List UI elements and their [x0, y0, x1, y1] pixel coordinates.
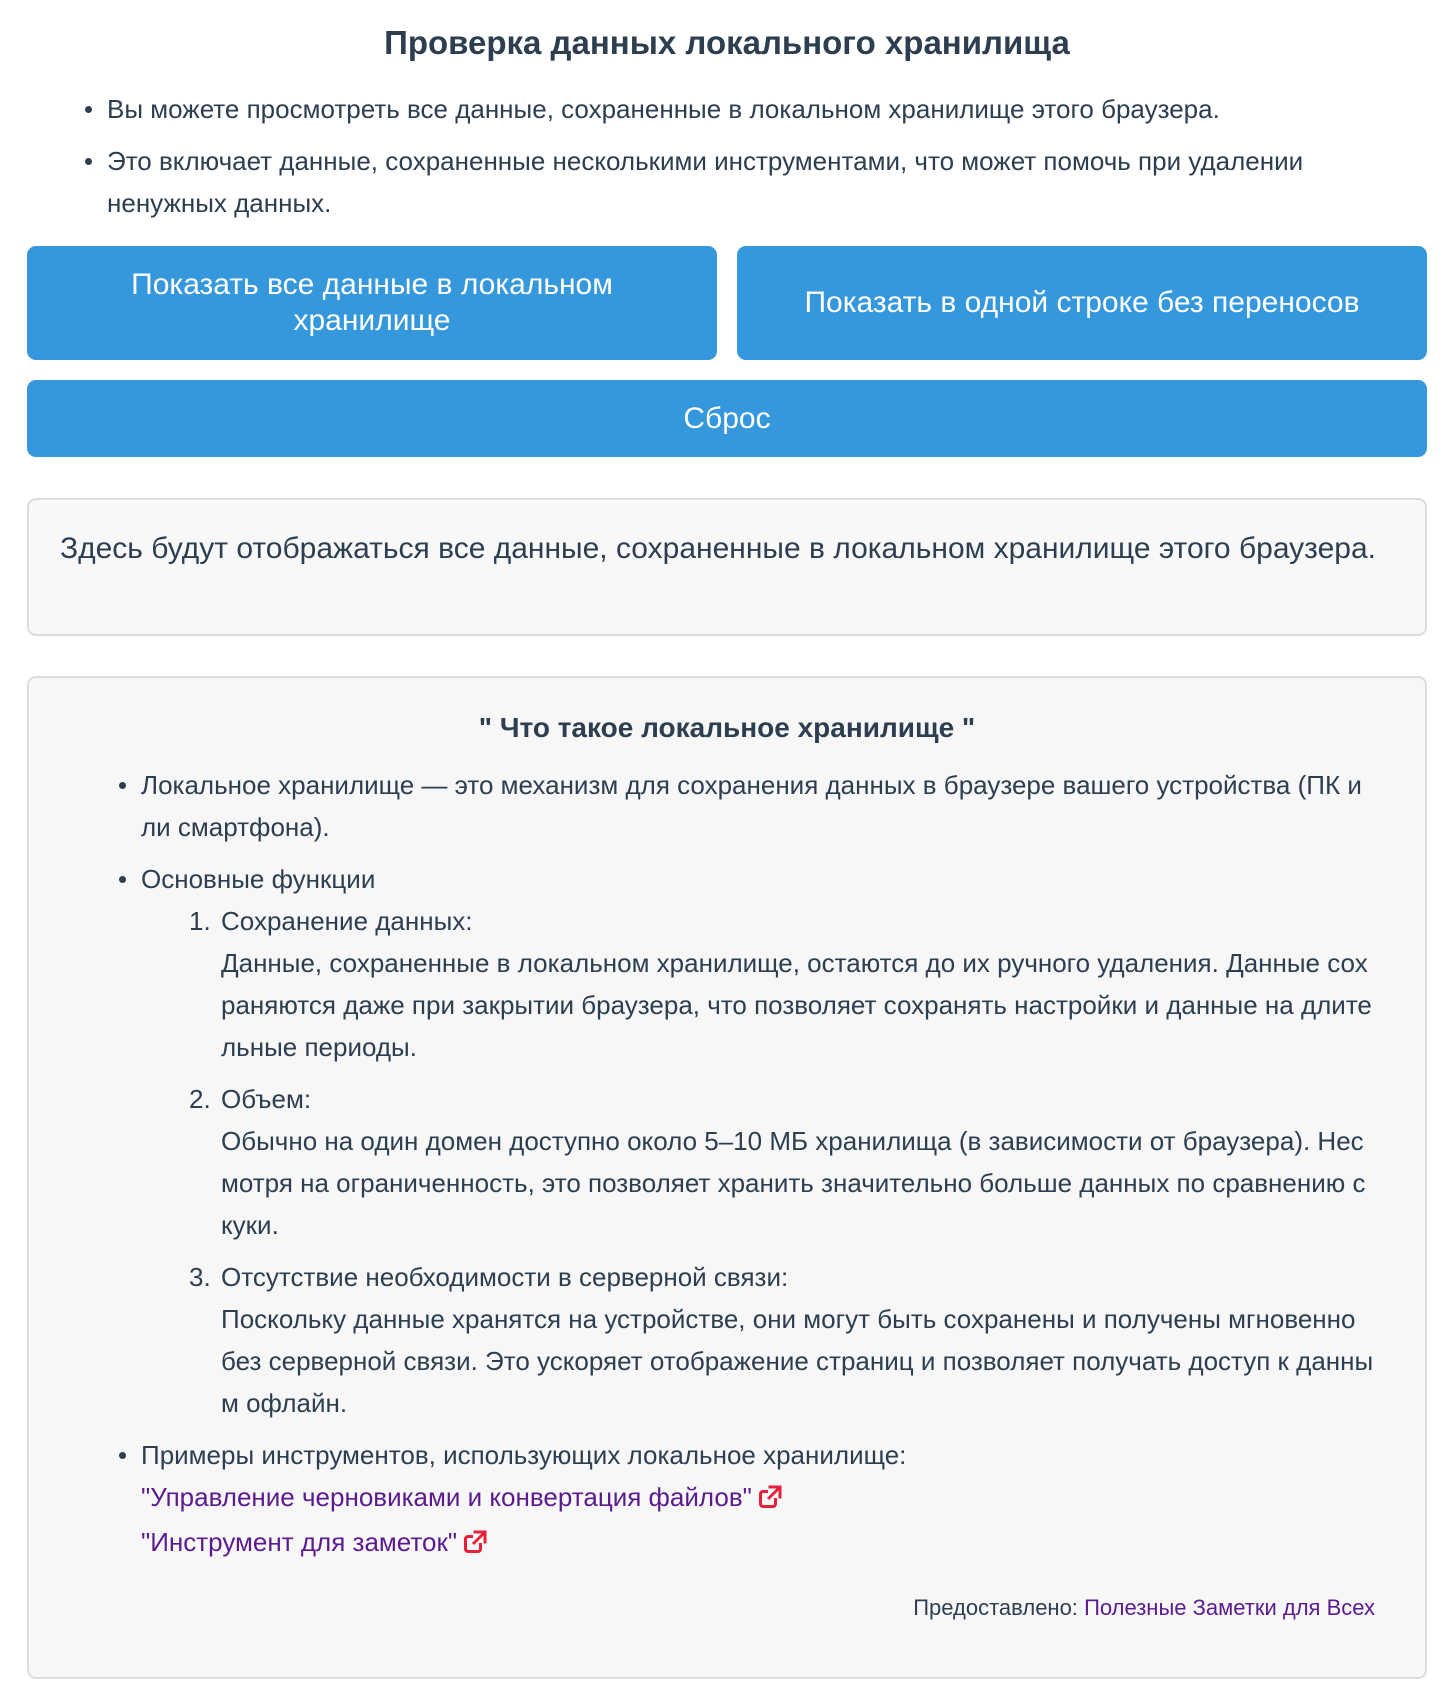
intro-list	[27, 88, 1427, 224]
functions-item	[141, 858, 1375, 1424]
function-item	[189, 1256, 1375, 1424]
function-number: 3.	[189, 1262, 211, 1292]
examples-heading: Примеры инструментов, использующих локальное хранилище:	[141, 1440, 907, 1470]
intro-item: Это включает данные, сохраненные несколькими инструментами, что может помочь при удалении ненужных данных.	[107, 140, 1427, 224]
function-text: Поскольку данные хранятся на устройстве, они могут быть сохранены и получены мгновенно без серверной связи. Это ускоряет отображение страниц и позволяет получать доступ к данным офлайн.	[221, 1304, 1374, 1418]
definition-text: Локальное хранилище — это механизм для сохранения данных в браузере вашего устройства (ПК или смартфона).	[141, 770, 1362, 842]
functions-heading: Основные функции	[141, 864, 376, 894]
example-link-drafts[interactable]: "Управление черновиками и конвертация файлов"	[141, 1482, 752, 1512]
credit-label: Предоставлено:	[913, 1595, 1078, 1620]
example-link-row	[141, 1476, 1375, 1521]
button-row	[27, 246, 1427, 360]
function-number: 1.	[189, 906, 211, 936]
storage-output-area: Здесь будут отображаться все данные, сохраненные в локальном хранилище этого браузера.	[27, 498, 1427, 636]
function-text: Обычно на один домен доступно около 5–10 МБ хранилища (в зависимости от браузера). Несмотря на ограниченность, это позволяет хранить значительно больше данных по сравнению с куки.	[221, 1126, 1366, 1240]
example-link-notes[interactable]: "Инструмент для заметок"	[141, 1527, 458, 1557]
function-title: Объем:	[221, 1084, 312, 1114]
info-title: " Что такое локальное хранилище "	[478, 712, 976, 743]
info-panel	[27, 676, 1427, 1679]
external-link-icon[interactable]	[758, 1479, 782, 1521]
credit-link[interactable]: Полезные Заметки для Всех	[1084, 1595, 1375, 1620]
external-link-icon[interactable]	[463, 1524, 487, 1566]
functions-list	[141, 900, 1375, 1424]
credit-line	[913, 1593, 1375, 1623]
function-item	[189, 1078, 1375, 1246]
info-list	[79, 764, 1375, 1566]
show-all-data-button[interactable]: Показать все данные в локальном хранилище	[27, 246, 717, 360]
page-title: Проверка данных локального хранилища	[384, 24, 1070, 61]
example-link-row	[141, 1521, 1375, 1566]
definition-item	[141, 764, 1375, 848]
function-title: Отсутствие необходимости в серверной связи:	[221, 1262, 789, 1292]
reset-button[interactable]: Сброс	[27, 380, 1427, 457]
function-item	[189, 900, 1375, 1068]
intro-item: Вы можете просмотреть все данные, сохраненные в локальном хранилище этого браузера.	[107, 88, 1427, 130]
examples-item	[141, 1434, 1375, 1566]
function-text: Данные, сохраненные в локальном хранилище, остаются до их ручного удаления. Данные сохраняются даже при закрытии браузера, что позволяет сохранять настройки и данные на длительные периоды.	[221, 948, 1372, 1062]
function-number: 2.	[189, 1084, 211, 1114]
function-title: Сохранение данных:	[221, 906, 473, 936]
show-single-line-button[interactable]: Показать в одной строке без переносов	[737, 246, 1427, 360]
